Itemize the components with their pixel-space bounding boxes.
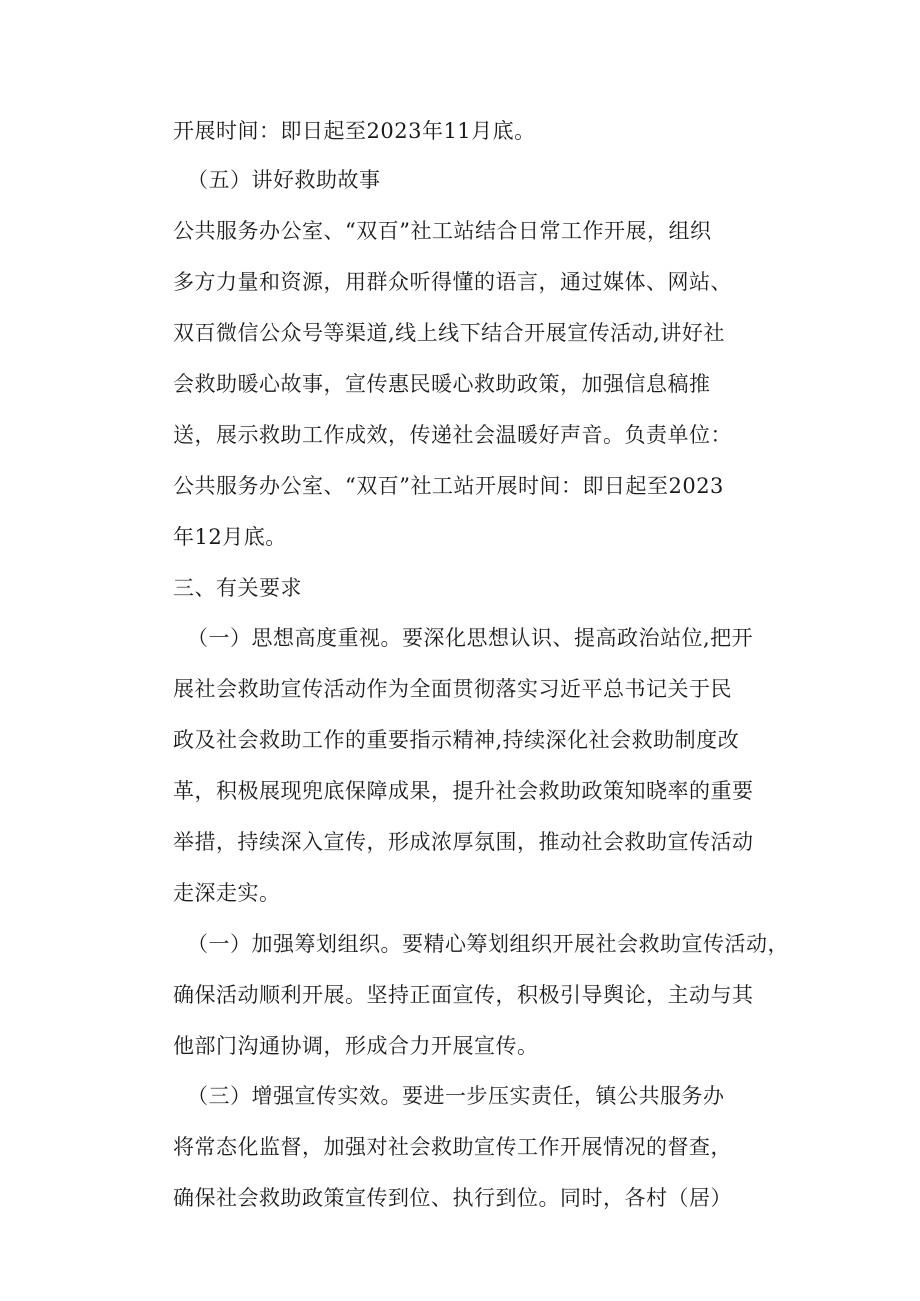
paragraph-line: 革，积极展现兜底保障成果，提升社会救助政策知晓率的重要 — [173, 779, 754, 803]
paragraph-line: 展社会救助宣传活动作为全面贯彻落实习近平总书记关于民 — [173, 677, 732, 701]
paragraph-line: 开展时间：即日起至2023年11月底。 — [173, 119, 536, 143]
paragraph-line: （一）加强筹划组织。要精心筹划组织开展社会救助宣传活动， — [187, 932, 789, 956]
paragraph-line: 走深走实。 — [173, 881, 281, 905]
paragraph-line: 举措，持续深入宣传，形成浓厚氛围，推动社会救助宣传活动 — [173, 830, 754, 854]
paragraph-line: 确保社会救助政策宣传到位、执行到位。同时，各村（居） — [173, 1186, 732, 1210]
paragraph-line: 他部门沟通协调，形成合力开展宣传。 — [173, 1034, 539, 1058]
paragraph-line: 政及社会救助工作的重要指示精神,持续深化社会救助制度改 — [173, 728, 740, 752]
paragraph-line: （一）思想高度重视。要深化思想认识、提高政治站位,把开 — [187, 626, 754, 650]
paragraph-line: 公共服务办公室、“双百”社工站开展时间：即日起至2023 — [173, 474, 724, 498]
paragraph-line: 公共服务办公室、“双百”社工站结合日常工作开展，组织 — [173, 219, 712, 243]
paragraph-line: 双百微信公众号等渠道,线上线下结合开展宣传活动,讲好社 — [173, 321, 725, 345]
paragraph-line: 送，展示救助工作成效，传递社会温暖好声音。负责单位： — [173, 423, 732, 447]
paragraph-line: 将常态化监督，加强对社会救助宣传工作开展情况的督查， — [173, 1135, 732, 1159]
section-heading: （五）讲好救助故事 — [187, 168, 381, 192]
paragraph-line: 年12月底。 — [173, 525, 287, 549]
paragraph-line: 会救助暖心故事，宣传惠民暖心救助政策，加强信息稿推 — [173, 372, 711, 396]
section-heading: 三、有关要求 — [173, 576, 302, 600]
paragraph-line: （三）增强宣传实效。要进一步压实责任，镇公共服务办 — [187, 1084, 725, 1108]
paragraph-line: 确保活动顺利开展。坚持正面宣传，积极引导舆论，主动与其 — [173, 983, 754, 1007]
paragraph-line: 多方力量和资源，用群众听得懂的语言，通过媒体、网站、 — [173, 270, 732, 294]
